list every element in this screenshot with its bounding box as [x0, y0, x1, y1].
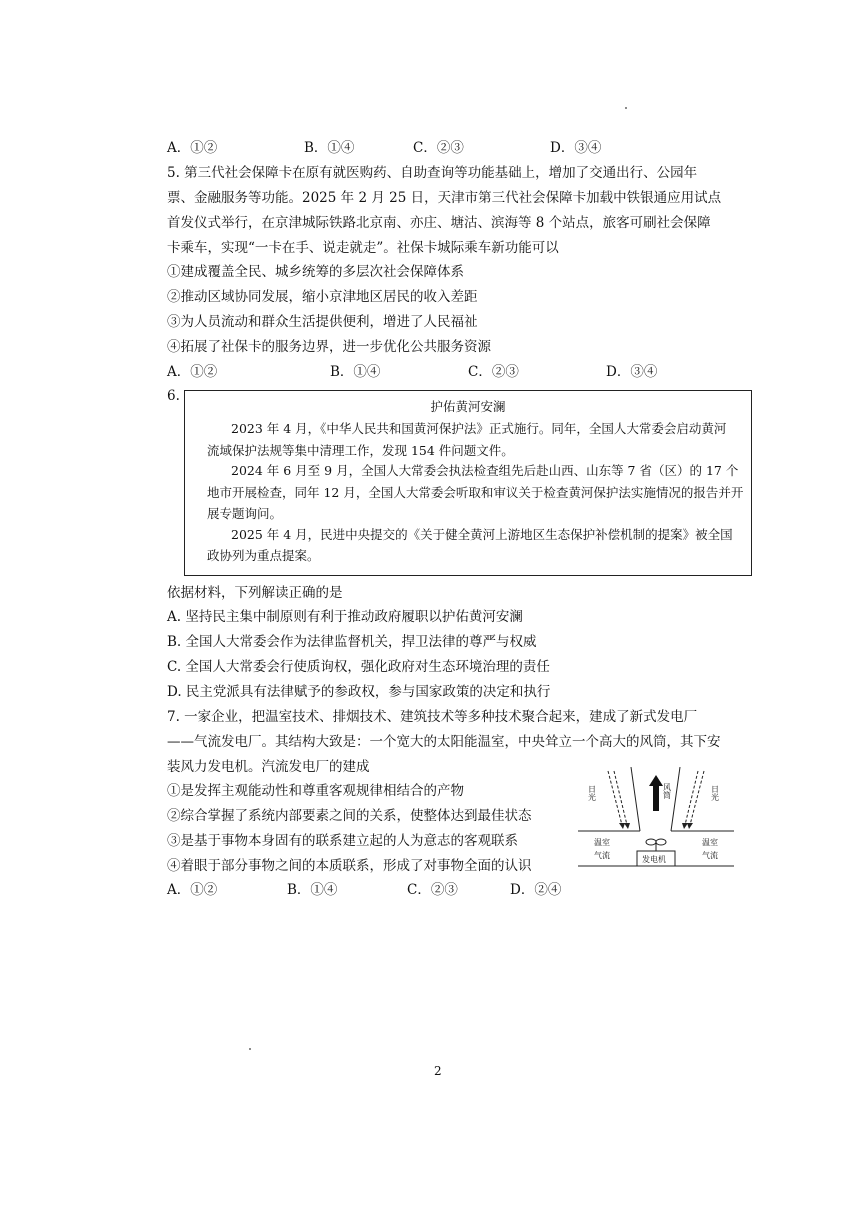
q4-option-a: A．①② — [167, 140, 218, 156]
q5-option-b: B．①④ — [330, 364, 381, 380]
greenhouse-label-left-1: 温室 — [594, 838, 610, 847]
q6-choice-a: A. 坚持民主集中制原则有利于推动政府履职以护佑黄河安澜 — [167, 609, 523, 625]
q6-choice-c: C. 全国人大常委会行使质询权，强化政府对生态环境治理的责任 — [167, 659, 550, 675]
q7-option-c: C．②③ — [407, 882, 458, 898]
q5-stem-line: 5. 第三代社会保障卡在原有就医购药、自助查询等功能基础上，增加了交通出行、公园年 — [167, 165, 698, 181]
q7-option-b: B．①④ — [287, 882, 338, 898]
q5-option-d: D．③④ — [606, 364, 658, 380]
q7-stem-line: 7. 一家企业，把温室技术、排烟技术、建筑技术等多种技术聚合起来，建成了新式发电厂 — [167, 709, 698, 725]
page-number: 2 — [434, 1064, 442, 1078]
q7-stem-line: 装风力发电机。汽流发电厂的建成 — [167, 759, 370, 775]
q4-option-d: D．③④ — [550, 140, 602, 156]
greenhouse-label-right-1: 温室 — [702, 838, 718, 847]
q5-stem-line: 首发仪式举行，在京津城际铁路北京南、亦庄、塘沽、滨海等 8 个站点，旅客可刷社会保障 — [167, 215, 711, 231]
greenhouse-label-left-2: 气流 — [594, 851, 610, 860]
q5-item: ②推动区域协同发展，缩小京津地区居民的收入差距 — [167, 289, 478, 305]
q5-item: ③为人员流动和群众生活提供便利，增进了人民福祉 — [167, 314, 478, 330]
q5-stem-line: 票、金融服务等功能。2025 年 2 月 25 日，天津市第三代社会保障卡加载中铁银通应用试点 — [167, 190, 722, 206]
sun-label-right: 日光 — [710, 785, 720, 801]
q6-choice-b: B. 全国人大常委会作为法律监督机关，捍卫法律的尊严与权威 — [167, 634, 537, 650]
q6-box-line: 2023 年 4 月，《中华人民共和国黄河保护法》正式施行。同年，全国人大常委会启动黄河 — [231, 421, 727, 436]
q7-item: ③是基于事物本身固有的联系建立起的人为意志的客观联系 — [167, 833, 518, 849]
q4-options — [167, 138, 601, 158]
q7-options — [167, 880, 561, 900]
chimney-label: 风筒 — [662, 783, 672, 799]
q5-option-c: C．②③ — [468, 364, 519, 380]
q6-box-line: 2025 年 4 月，民进中央提交的《关于健全黄河上游地区生态保护补偿机制的提案》被全国 — [231, 527, 733, 542]
q6-material-box — [184, 390, 752, 576]
q7-item: ①是发挥主观能动性和尊重客观规律相结合的产物 — [167, 783, 464, 799]
scan-dot — [625, 107, 627, 109]
q6-choice-d: D. 民主党派具有法律赋予的参政权，参与国家政策的决定和执行 — [167, 684, 551, 700]
generator-label: 发电机 — [642, 855, 666, 864]
q6-box-line: 政协列为重点提案。 — [207, 548, 320, 563]
q6-box-line: 2024 年 6 月至 9 月，全国人大常委会执法检查组先后赴山西、山东等 7 省（区）的 17 个 — [231, 463, 739, 478]
sun-label-left: 日光 — [587, 785, 597, 801]
q5-stem-line: 卡乘车，实现“一卡在手、说走就走”。社保卡城际乘车新功能可以 — [167, 240, 559, 256]
q6-box-line: 展专题询问。 — [207, 506, 283, 521]
q7-stem-line: ——气流发电厂。其结构大致是：一个宽大的太阳能温室，中央耸立一个高大的风筒，其下安 — [167, 734, 721, 750]
q6-box-line: 流域保护法规等集中清理工作，发现 154 件问题文件。 — [207, 443, 514, 458]
q4-option-c: C．②③ — [413, 140, 464, 156]
q5-options — [167, 362, 657, 382]
scan-dot — [249, 1048, 251, 1050]
q6-number: 6. — [167, 388, 180, 404]
q6-box-line: 地市开展检查，同年 12 月，全国人大常委会听取和审议关于检查黄河保护法实施情况的报告并开 — [207, 485, 744, 500]
q6-stem: 依据材料，下列解读正确的是 — [167, 585, 343, 601]
q4-option-b: B．①④ — [304, 140, 355, 156]
q5-item: ①建成覆盖全民、城乡统筹的多层次社会保障体系 — [167, 264, 464, 280]
q7-option-d: D．②④ — [510, 882, 562, 898]
q7-option-a: A．①② — [167, 882, 218, 898]
greenhouse-label-right-2: 气流 — [702, 851, 718, 860]
q7-item: ②综合掌握了系统内部要素之间的关系，使整体达到最佳状态 — [167, 808, 532, 824]
q7-item: ④着眼于部分事物之间的本质联系，形成了对事物全面的认识 — [167, 858, 532, 874]
q5-item: ④拓展了社保卡的服务边界，进一步优化公共服务资源 — [167, 339, 491, 355]
power-plant-diagram — [578, 767, 734, 871]
q6-box-title: 护佑黄河安澜 — [430, 399, 506, 414]
q5-option-a: A．①② — [167, 364, 218, 380]
